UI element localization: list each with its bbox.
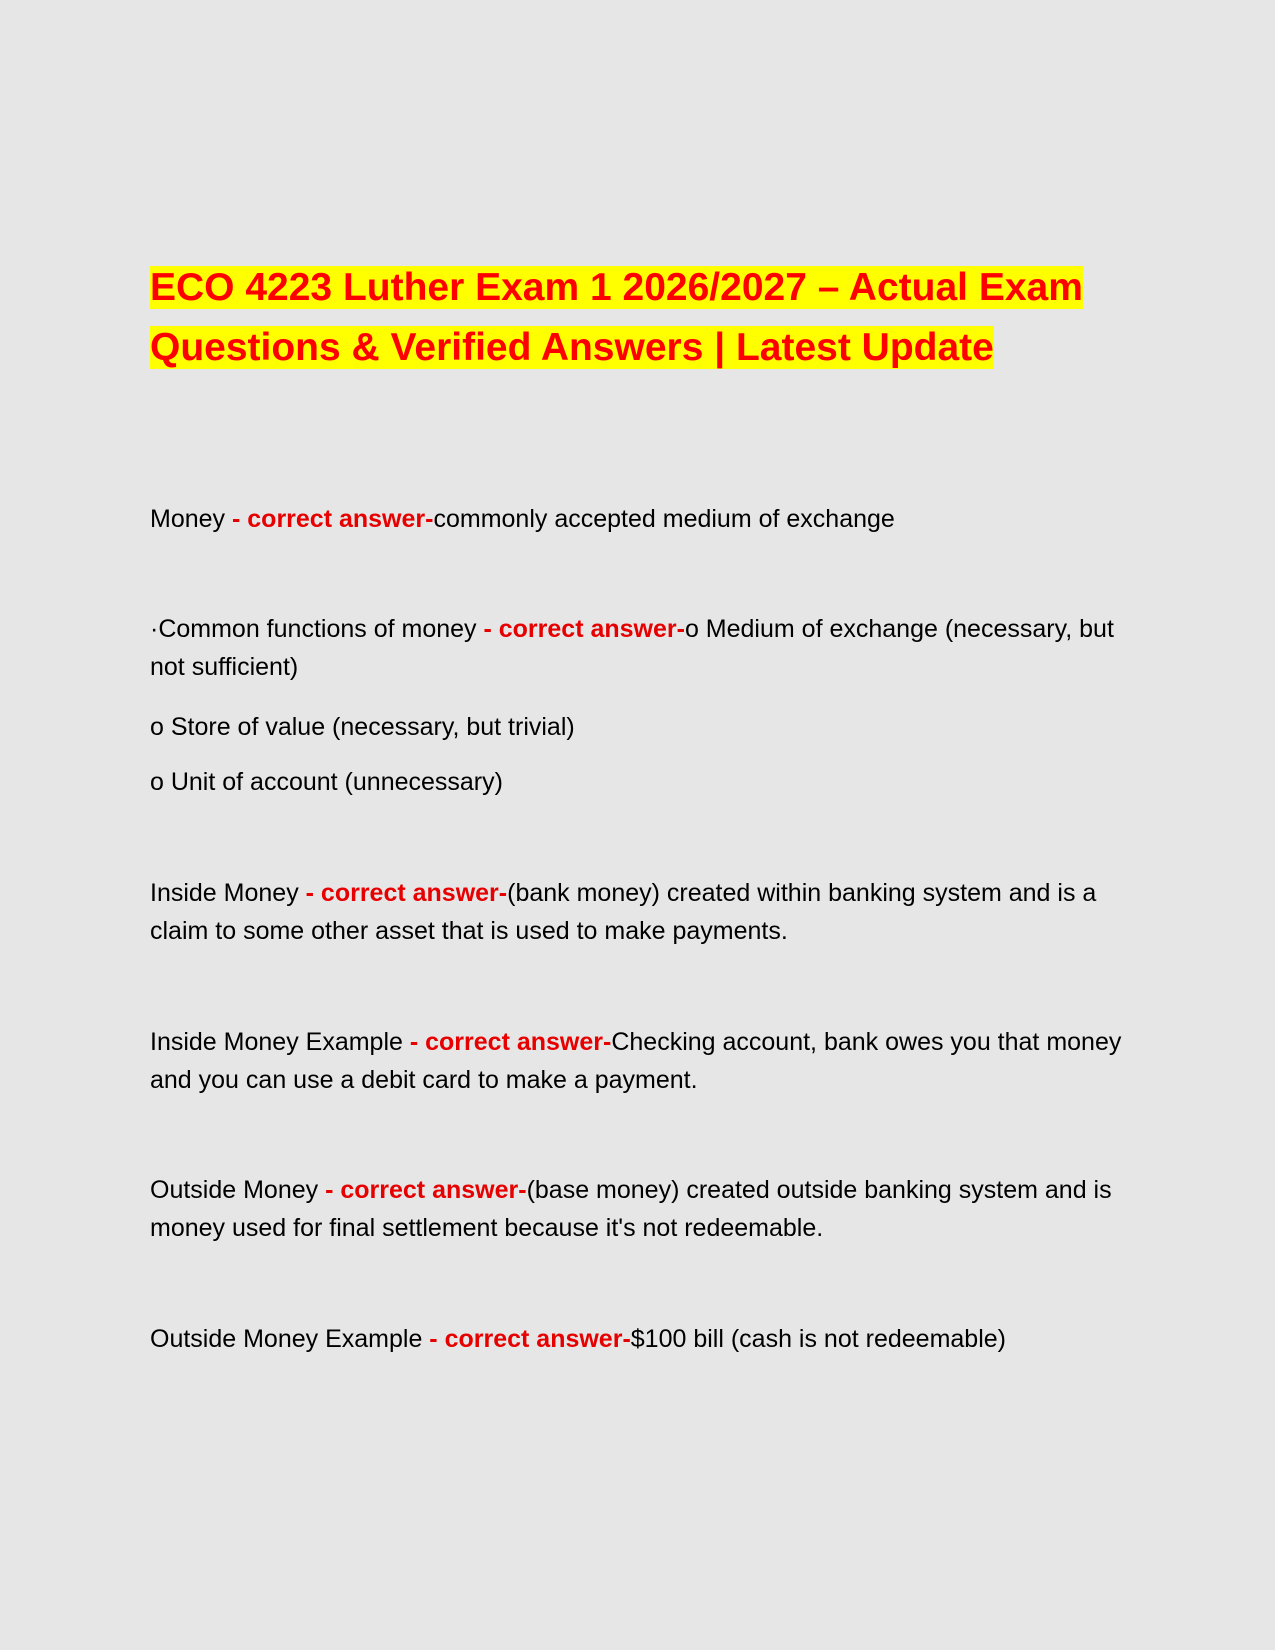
document-page xyxy=(150,258,1140,1353)
qa-answer: $100 bill (cash is not redeemable) xyxy=(630,1325,1006,1353)
qa-answer: commonly accepted medium of exchange xyxy=(433,505,895,533)
qa-entry xyxy=(150,610,1140,686)
qa-entry xyxy=(150,1171,1140,1247)
answer-separator: - correct answer- xyxy=(402,1028,612,1056)
qa-term: Outside Money xyxy=(150,1176,319,1204)
qa-entry xyxy=(150,1320,1140,1358)
qa-term: Inside Money xyxy=(150,879,299,907)
qa-answer: (bank money) created within banking system and is a claim to some other asset that is used to make payments. xyxy=(150,879,1097,945)
qa-entry xyxy=(150,874,1140,950)
answer-separator: - correct answer- xyxy=(225,505,434,533)
qa-term: Money xyxy=(150,505,226,533)
function-item: o Unit of account (unnecessary) xyxy=(150,768,503,796)
answer-separator: - correct answer- xyxy=(422,1325,631,1353)
qa-term: ·Common functions of money xyxy=(150,615,477,643)
qa-term: Outside Money Example xyxy=(150,1325,423,1353)
qa-answer: Checking account, bank owes you that money and you can use a debit card to make a payment. xyxy=(150,1028,1122,1094)
title-line-2: Questions & Verified Answers | Latest Update xyxy=(150,326,994,369)
title-line-1: ECO 4223 Luther Exam 1 2026/2027 – Actual Exam xyxy=(150,266,1083,309)
document-title xyxy=(150,258,1140,378)
qa-answer: o Medium of exchange (necessary, but not sufficient) xyxy=(150,615,1114,681)
function-item: o Store of value (necessary, but trivial) xyxy=(150,713,575,741)
qa-term: Inside Money Example xyxy=(150,1028,403,1056)
qa-answer: (base money) created outside banking system and is money used for final settlement because it's not redeemable. xyxy=(150,1176,1112,1242)
qa-entry xyxy=(150,500,1140,538)
qa-entry xyxy=(150,1023,1140,1099)
answer-separator: - correct answer- xyxy=(298,879,508,907)
answer-separator: - correct answer- xyxy=(476,615,685,643)
answer-separator: - correct answer- xyxy=(318,1176,527,1204)
